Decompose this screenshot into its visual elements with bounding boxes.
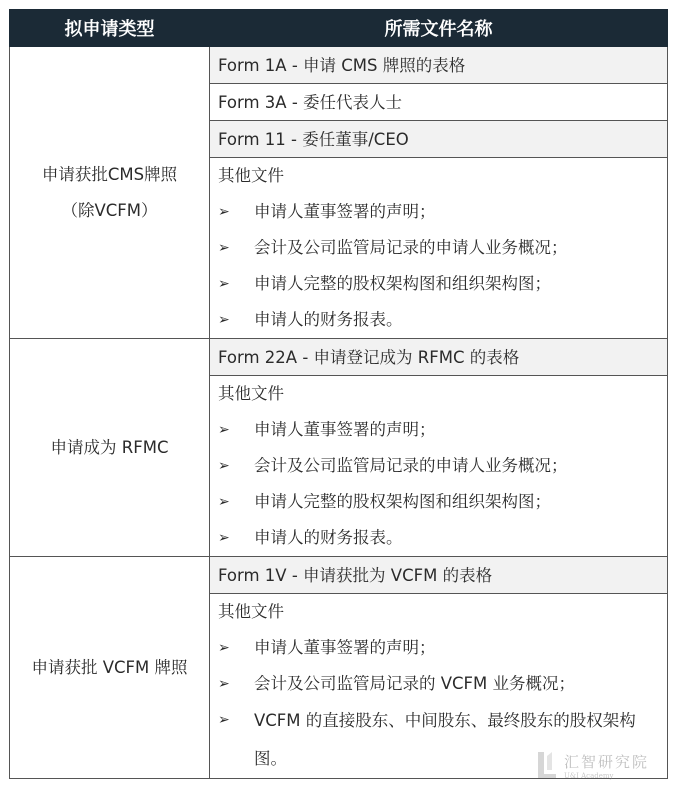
form-item: Form 3A - 委任代表人士 bbox=[210, 84, 667, 121]
arrow-bullet-icon: ➢ bbox=[218, 494, 230, 510]
watermark-cn: 汇智研究院 bbox=[564, 752, 650, 771]
application-type-note: （除VCFM） bbox=[61, 200, 158, 220]
list-item bbox=[210, 520, 667, 556]
form-item: Form 11 - 委任董事/CEO bbox=[210, 121, 667, 158]
header-row bbox=[10, 10, 668, 47]
arrow-bullet-icon: ➢ bbox=[218, 204, 230, 220]
list-item bbox=[210, 666, 667, 702]
arrow-bullet-icon: ➢ bbox=[218, 640, 230, 656]
academy-logo-icon bbox=[536, 750, 558, 780]
list-item bbox=[210, 484, 667, 520]
application-type-cell bbox=[10, 339, 210, 557]
header-application-type: 拟申请类型 bbox=[10, 10, 210, 47]
application-type: 申请获批 VCFM 牌照 bbox=[31, 657, 188, 677]
list-item-text: 会计及公司监管局记录的 VCFM 业务概况； bbox=[254, 674, 576, 693]
list-item-text: 申请人董事签署的声明； bbox=[254, 202, 436, 221]
application-type-cell bbox=[10, 557, 210, 779]
watermark-en: U&I Academy bbox=[564, 771, 614, 780]
form-item: Form 1V - 申请获批为 VCFM 的表格 bbox=[210, 557, 667, 594]
arrow-bullet-icon: ➢ bbox=[218, 276, 230, 292]
list-item-text: 申请人的财务报表。 bbox=[254, 528, 403, 547]
arrow-bullet-icon: ➢ bbox=[218, 240, 230, 256]
list-item bbox=[210, 194, 667, 230]
list-item-text: VCFM 的直接股东、中间股东、最终股东的股权架构图。 bbox=[254, 711, 636, 768]
other-documents-label: 其他文件 bbox=[218, 166, 284, 185]
arrow-bullet-icon: ➢ bbox=[218, 458, 230, 474]
other-documents-label: 其他文件 bbox=[218, 602, 284, 621]
list-item bbox=[210, 630, 667, 666]
application-type-cell bbox=[10, 47, 210, 339]
table-row bbox=[10, 557, 668, 779]
other-documents bbox=[210, 376, 667, 556]
documents-cell bbox=[210, 557, 668, 779]
list-item-text: 申请人完整的股权架构图和组织架构图； bbox=[254, 274, 551, 293]
arrow-bullet-icon: ➢ bbox=[218, 530, 230, 546]
application-type: 申请成为 RFMC bbox=[50, 437, 169, 457]
list-item bbox=[210, 412, 667, 448]
list-item bbox=[210, 230, 667, 266]
arrow-bullet-icon: ➢ bbox=[218, 712, 230, 728]
table-row bbox=[10, 339, 668, 557]
list-item-text: 申请人的财务报表。 bbox=[254, 310, 403, 329]
list-item-text: 会计及公司监管局记录的申请人业务概况； bbox=[254, 456, 568, 475]
list-item-text: 申请人董事签署的声明； bbox=[254, 420, 436, 439]
list-item-text: 申请人董事签署的声明； bbox=[254, 638, 436, 657]
form-item: Form 22A - 申请登记成为 RFMC 的表格 bbox=[210, 339, 667, 376]
list-item-text: 会计及公司监管局记录的申请人业务概况； bbox=[254, 238, 568, 257]
documents-cell bbox=[210, 47, 668, 339]
application-type: 申请获批CMS牌照 bbox=[41, 164, 178, 184]
arrow-bullet-icon: ➢ bbox=[218, 312, 230, 328]
list-item bbox=[210, 448, 667, 484]
watermark-logo bbox=[536, 750, 649, 780]
other-documents-label: 其他文件 bbox=[218, 384, 284, 403]
list-item bbox=[210, 302, 667, 338]
table-row bbox=[10, 47, 668, 339]
form-item: Form 1A - 申请 CMS 牌照的表格 bbox=[210, 47, 667, 84]
documents-cell bbox=[210, 339, 668, 557]
other-documents bbox=[210, 158, 667, 338]
list-item bbox=[210, 266, 667, 302]
arrow-bullet-icon: ➢ bbox=[218, 422, 230, 438]
header-required-documents: 所需文件名称 bbox=[210, 10, 668, 47]
requirements-table bbox=[9, 9, 668, 779]
arrow-bullet-icon: ➢ bbox=[218, 676, 230, 692]
list-item-text: 申请人完整的股权架构图和组织架构图； bbox=[254, 492, 551, 511]
